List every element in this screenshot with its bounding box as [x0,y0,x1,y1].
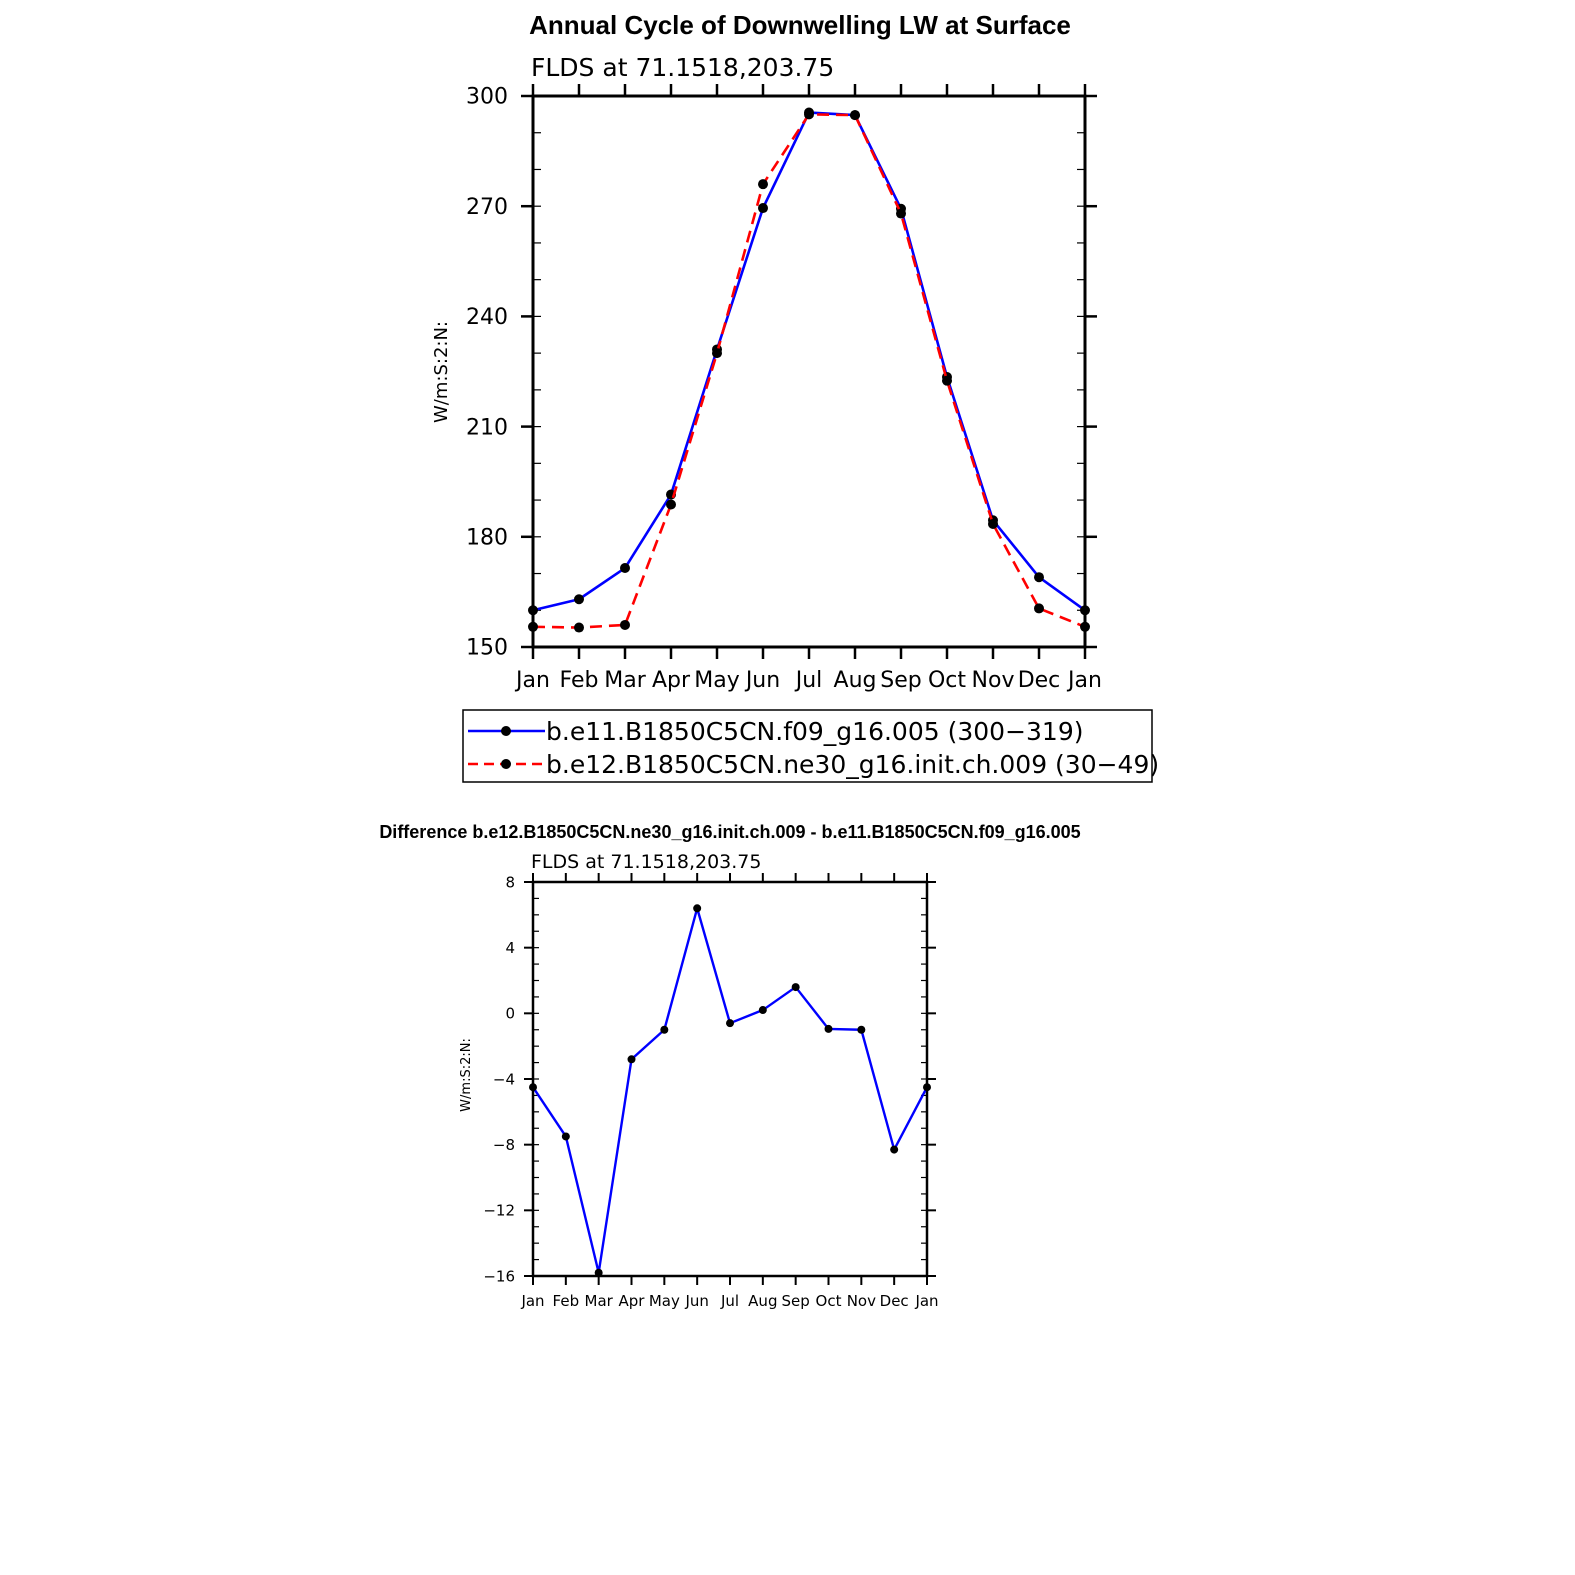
bottom-chart-title: Difference b.e12.B1850C5CN.ne30_g16.init.ch.009 - b.e11.B1850C5CN.f09_g16.005 [379,822,1081,842]
series-1-point [660,1026,668,1034]
series-1-point [1080,605,1090,615]
x-tick-label: Mar [604,668,646,693]
legend [463,710,1159,782]
series-1-line [533,908,927,1272]
series-1-point [529,1083,537,1091]
top-chart-plot [466,84,1102,693]
y-tick-label: −4 [492,1070,515,1089]
series-1-point [890,1146,898,1154]
series-1-line [533,113,1085,611]
bottom-chart-subtitle: FLDS at 71.1518,203.75 [531,851,762,873]
bottom-chart-y-axis-label: W/m:S:2:N: [459,1038,474,1112]
series-1-point [595,1269,603,1277]
y-tick-label: −16 [483,1267,515,1286]
series-1-point [758,203,768,213]
y-tick-label: 270 [466,194,508,220]
series-1-point [528,605,538,615]
y-tick-label: 240 [466,305,508,331]
y-tick-label: 8 [505,873,515,892]
y-tick-label: 4 [505,938,515,957]
series-2-point [574,623,584,633]
series-2-point [666,499,676,509]
y-tick-label: −12 [483,1201,515,1220]
plot-frame [533,882,927,1276]
series-2-point [1034,603,1044,613]
series-1-point [857,1026,865,1034]
x-tick-label: Nov [971,668,1015,693]
x-tick-label: Nov [846,1292,876,1310]
x-tick-label: Dec [1017,668,1061,693]
series-2-point [850,110,860,120]
series-1-point [693,904,701,912]
series-2-point [988,519,998,529]
series-1-point [1034,572,1044,582]
series-2-point [758,179,768,189]
series-1-point [620,563,630,573]
x-tick-label: Jan [1068,668,1102,693]
series-2-point [942,376,952,386]
x-tick-label: Jan [521,1292,545,1310]
x-tick-label: May [694,668,740,693]
series-2-point [804,109,814,119]
y-tick-label: −8 [492,1135,515,1154]
x-tick-label: Aug [748,1292,778,1310]
series-2-line [533,114,1085,627]
x-tick-label: Jan [516,668,550,693]
series-1-point [759,1006,767,1014]
legend-series-2-label: b.e12.B1850C5CN.ne30_g16.init.ch.009 (30−49) [546,750,1160,779]
series-2-point [620,620,630,630]
series-1-point [574,594,584,604]
series-2-point [712,348,722,358]
x-tick-label: Jan [915,1292,939,1310]
x-tick-label: Sep [781,1292,810,1310]
x-tick-label: Jul [795,668,823,693]
x-tick-label: Apr [651,668,691,693]
series-2-point [896,209,906,219]
y-tick-label: 150 [466,635,508,661]
x-tick-label: Jul [720,1292,740,1310]
y-tick-label: 210 [466,415,508,441]
x-tick-label: Oct [927,668,967,693]
legend-series-1-marker [501,726,511,736]
x-tick-label: Jun [745,668,781,693]
legend-series-2-marker [501,759,511,769]
series-1-point [726,1019,734,1027]
x-tick-label: Feb [559,668,599,693]
top-chart-subtitle: FLDS at 71.1518,203.75 [531,53,835,82]
y-tick-label: 180 [466,525,508,551]
x-tick-label: May [648,1292,680,1310]
plot-frame [533,96,1085,647]
bottom-chart-plot [483,873,938,1310]
series-1-point [562,1132,570,1140]
x-tick-label: Dec [879,1292,909,1310]
x-tick-label: Aug [833,668,877,693]
legend-series-1-label: b.e11.B1850C5CN.f09_g16.005 (300−319) [546,717,1084,746]
y-tick-label: 0 [505,1004,515,1023]
top-chart-title: Annual Cycle of Downwelling LW at Surface [529,10,1071,40]
top-chart-y-axis-label: W/m:S:2:N: [431,321,452,423]
x-tick-label: Mar [584,1292,613,1310]
series-1-point [792,983,800,991]
x-tick-label: Apr [618,1292,645,1310]
series-2-point [528,622,538,632]
series-1-point [628,1055,636,1063]
series-1-point [923,1083,931,1091]
x-tick-label: Feb [552,1292,580,1310]
series-2-point [1080,622,1090,632]
y-tick-label: 300 [466,84,508,110]
x-tick-label: Oct [815,1292,842,1310]
series-1-point [825,1025,833,1033]
x-tick-label: Jun [685,1292,709,1310]
x-tick-label: Sep [880,668,922,693]
